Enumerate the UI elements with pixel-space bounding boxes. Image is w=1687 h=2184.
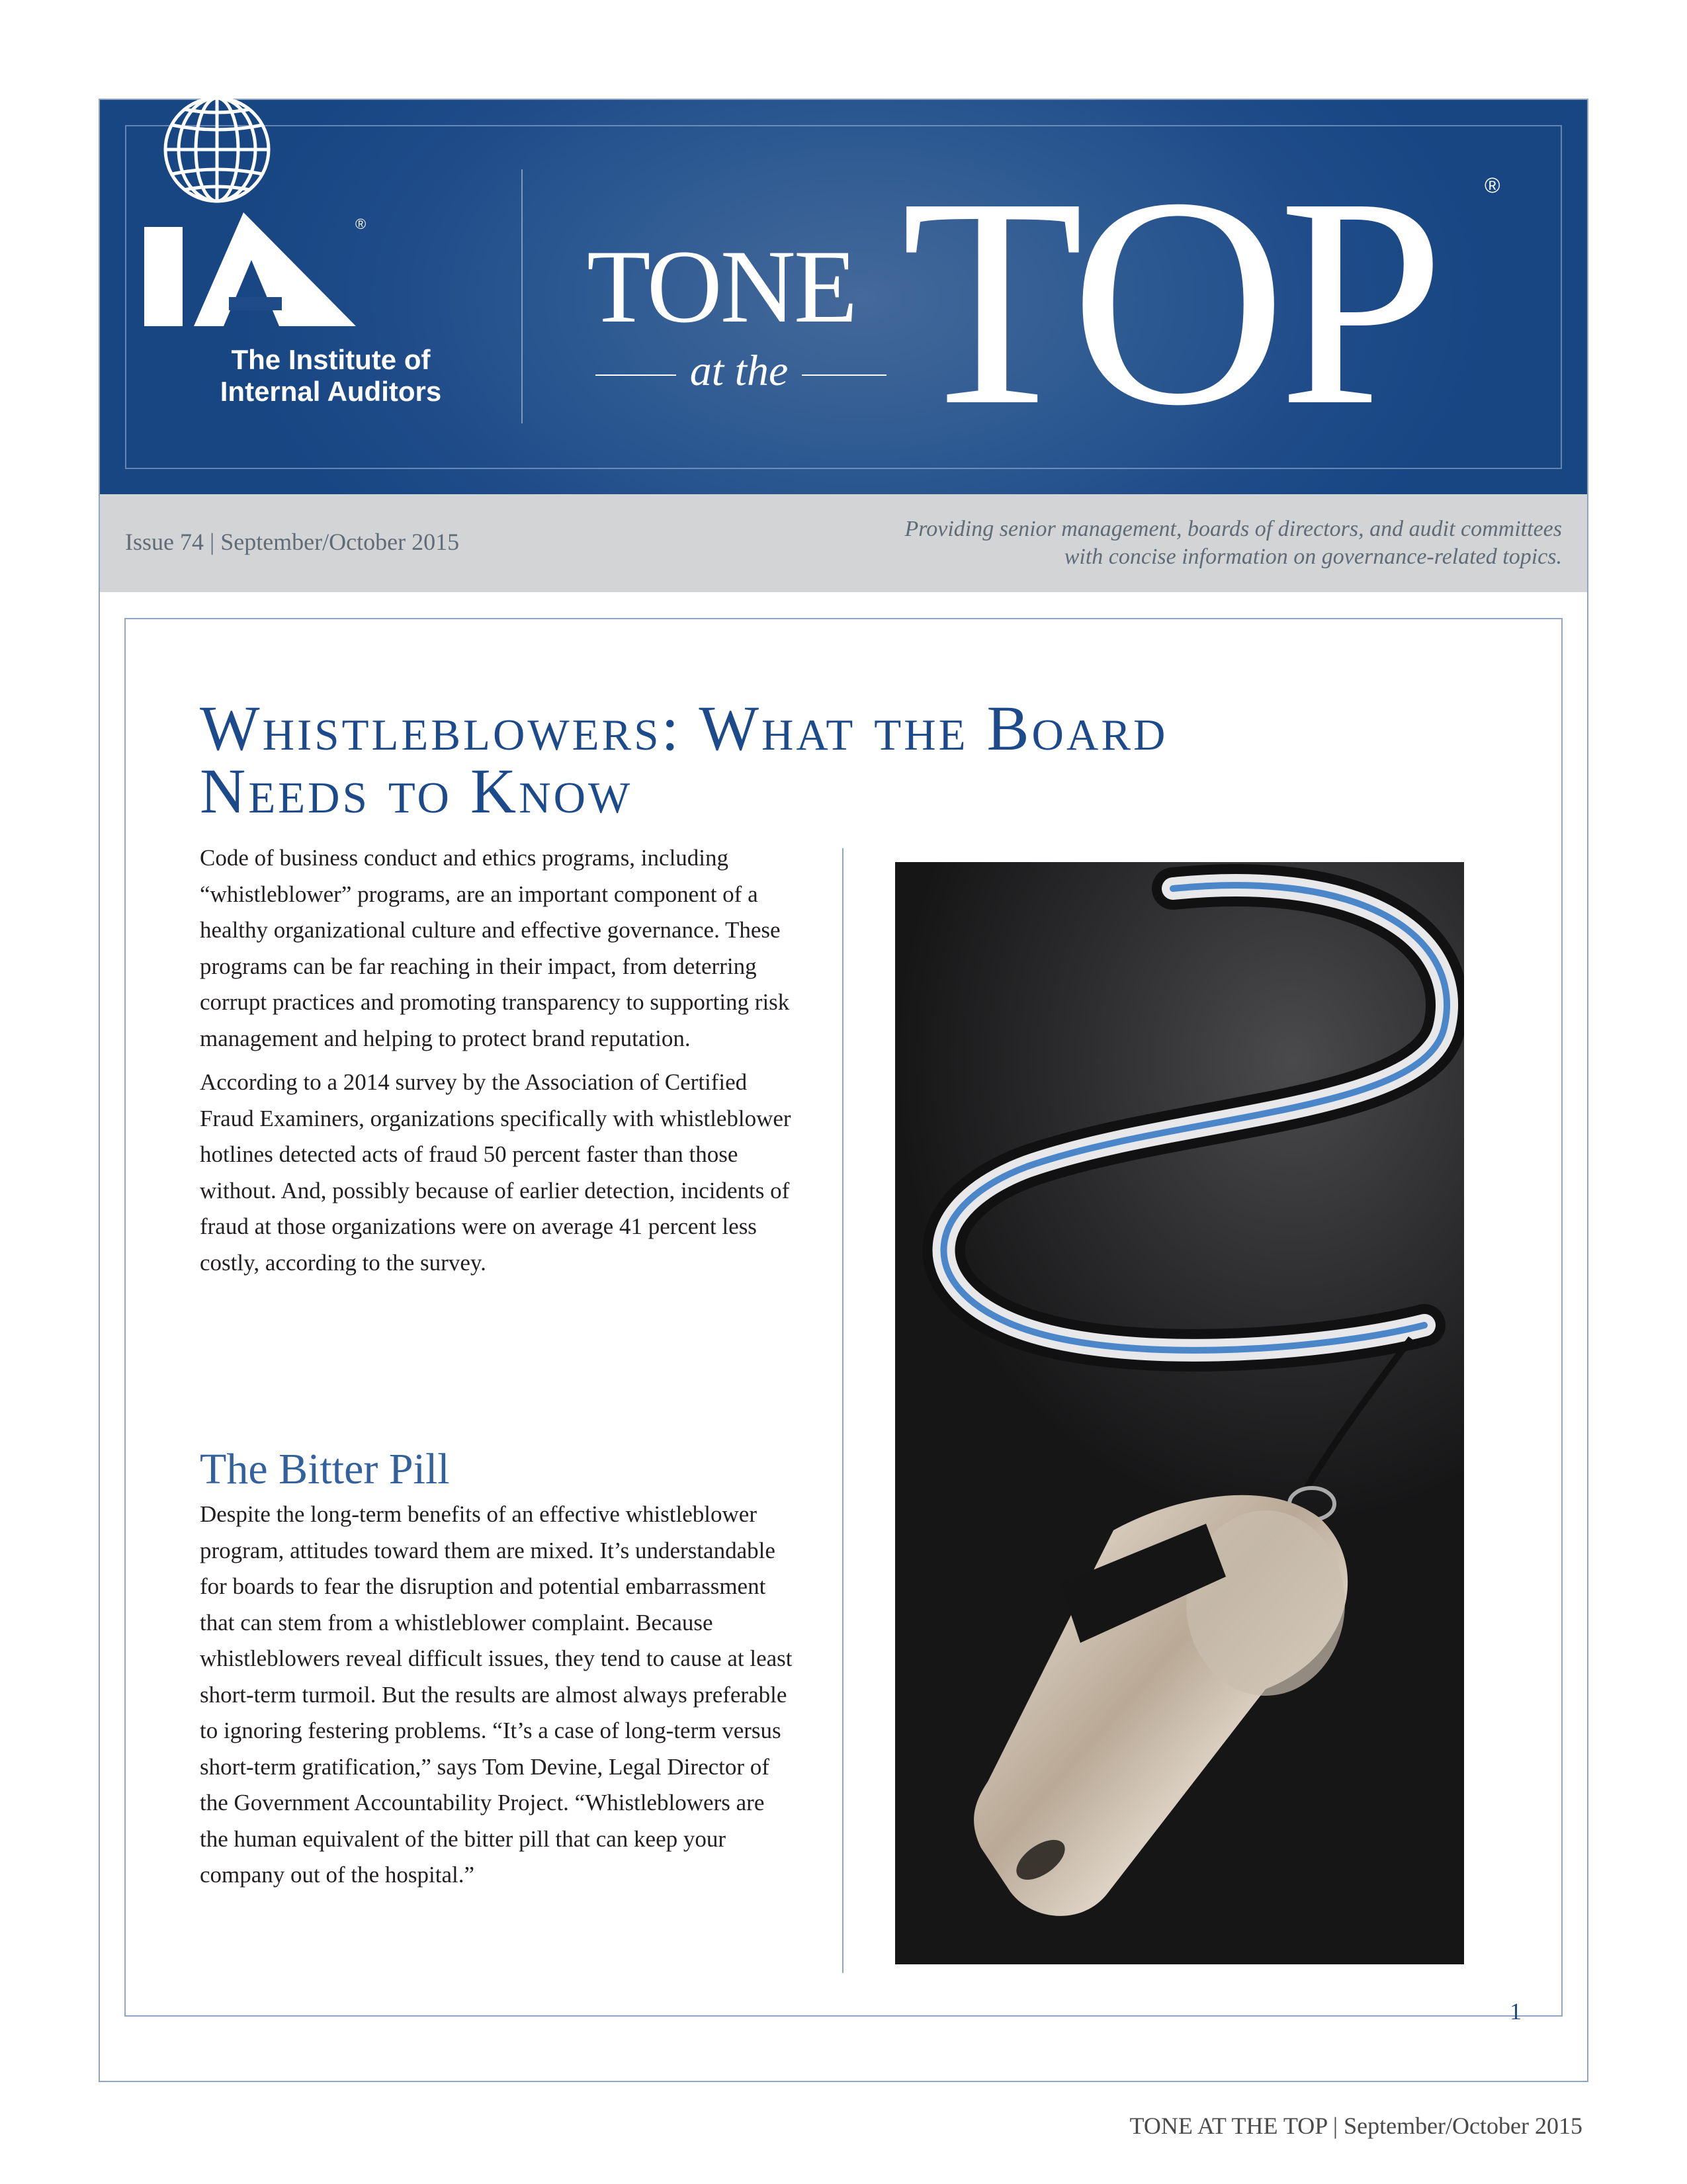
paragraph-bitter-pill: Despite the long-term benefits of an effective whistleblower program, attitudes toward them are mixed. It’s understandable for boards to fear the disruption and potential embarrassment that can stem from a whistleblower complaint. Because whistleblowers reveal difficult issues, they tend to cause at least short-term turmoil. But the results are almost always preferable to ignoring festering problems. “It’s a case of long-term versus short-term gratification,” says Tom Devine, Legal Director of the Government Accountability Project. “Whistleblowers are the human equivalent of the bitter pill that can keep your company out of the hospital.”: [200, 1501, 793, 1888]
whistle-with-lanyard-icon: [895, 862, 1464, 1964]
tagline-line2: with concise information on governance-related topics.: [1064, 545, 1562, 569]
tagline: [702, 515, 1562, 571]
whistle-photo: [895, 862, 1464, 1964]
issue-label: Issue 74 | September/October 2015: [125, 529, 460, 555]
page-number: 1: [1510, 1998, 1522, 2025]
body-column-top: [200, 840, 795, 1281]
org-name-line1: The Institute of: [231, 344, 431, 375]
masthead-at-the: at the: [689, 347, 789, 395]
tagline-line1: Providing senior management, boards of directors, and audit committees: [904, 517, 1562, 541]
masthead-rule-left: [595, 374, 676, 376]
iia-globe-logo-icon: [138, 87, 363, 338]
masthead-top: TOP: [901, 136, 1437, 467]
logo-registered-mark: ®: [355, 216, 367, 232]
body-column-bottom: [200, 1497, 795, 1894]
masthead-registered-mark: ®: [1485, 173, 1500, 197]
org-name-line2: Internal Auditors: [220, 376, 442, 407]
article-title: [200, 693, 1457, 826]
org-name: [179, 344, 483, 408]
article-title-line2: Needs to Know: [200, 756, 633, 826]
info-bar: [100, 494, 1587, 592]
masthead-tone: TONE: [587, 229, 856, 345]
section-heading: The Bitter Pill: [200, 1445, 450, 1493]
paragraph-survey: According to a 2014 survey by the Association of Certified Fraud Examiners, organizations specifically with whistleblower hotlines detected acts of fraud 50 percent faster than those without. And, possibly because of earlier detection, incidents of fraud at those organizations were on average 41 percent less costly, according to the survey.: [200, 1069, 791, 1276]
column-divider: [842, 848, 844, 1973]
article-title-line1: Whistleblowers: What the Board: [200, 693, 1168, 764]
paragraph-intro: Code of business conduct and ethics programs, including “whistleblower” programs, are an important component of a healthy organizational culture and effective governance. These programs can be far reaching in their impact, from deterring corrupt practices and promoting transparency to supporting risk management and helping to protect brand reputation.: [200, 845, 790, 1051]
page-footer: TONE AT THE TOP | September/October 2015: [1129, 2113, 1582, 2139]
masthead-rule-right: [802, 374, 887, 376]
logo-divider: [521, 169, 523, 423]
